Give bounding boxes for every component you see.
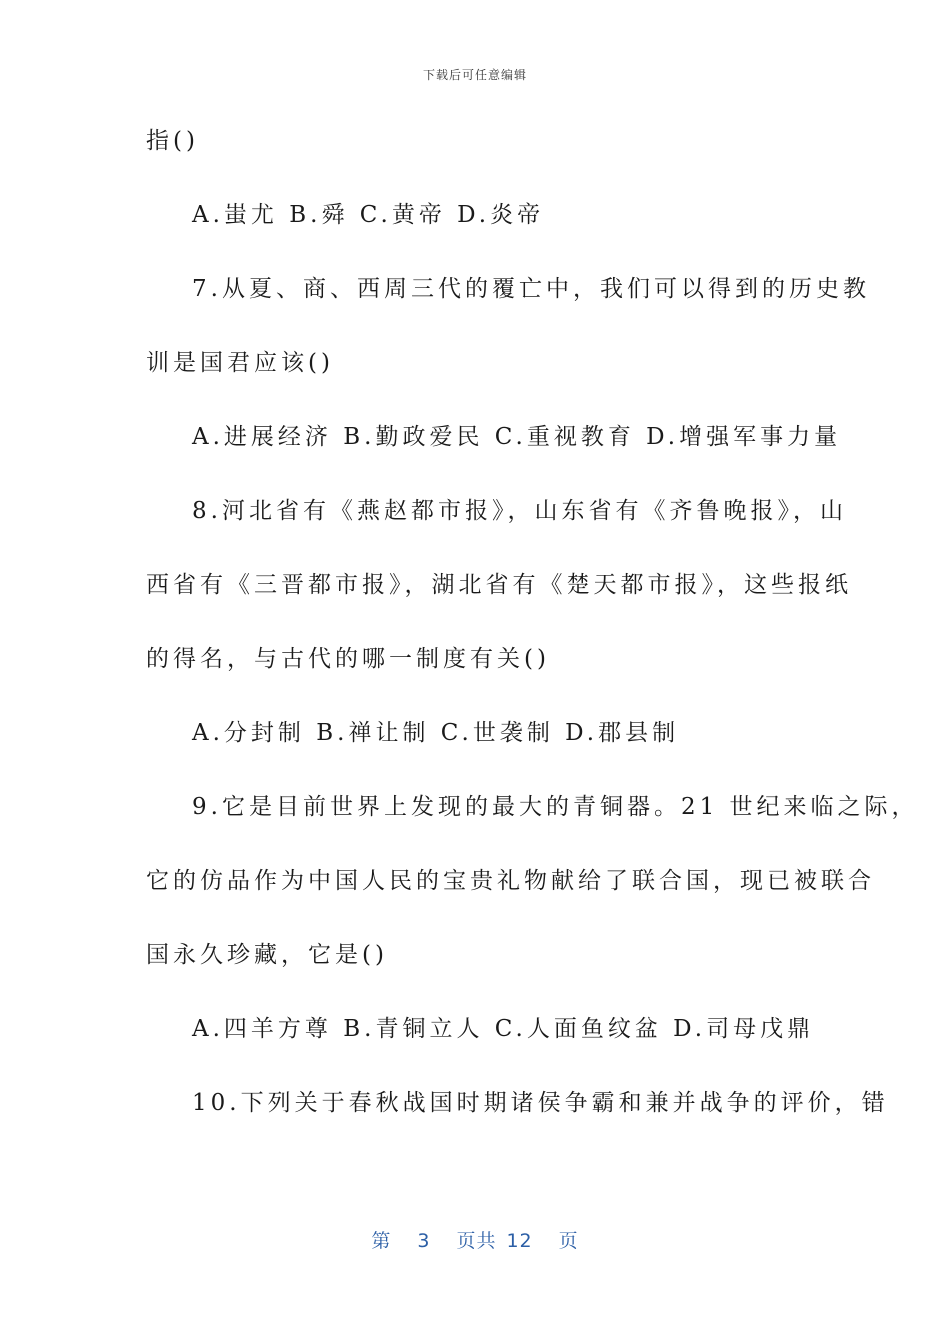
page-footer — [0, 1226, 950, 1253]
question-8-line-2: 西省有《三晋都市报》，湖北省有《楚天都市报》，这些报纸 — [146, 572, 852, 598]
question-8-line-3: 的得名，与古代的哪一制度有关() — [146, 646, 550, 672]
answer-options-q7: A.进展经济 B.勤政爱民 C.重视教育 D.增强军事力量 — [192, 424, 842, 450]
question-8-line-1: 8.河北省有《燕赵都市报》，山东省有《齐鲁晚报》，山 — [192, 498, 847, 524]
total-pages: 12 — [506, 1230, 533, 1252]
footer-middle: 页共 — [456, 1230, 497, 1252]
question-9-line-2: 它的仿品作为中国人民的宝贵礼物献给了联合国，现已被联合 — [146, 868, 875, 894]
question-9-line-3: 国永久珍藏，它是() — [146, 942, 388, 968]
question-9-line-1: 9.它是目前世界上发现的最大的青铜器。21 世纪来临之际， — [192, 794, 919, 820]
question-7-line-1: 7.从夏、商、西周三代的覆亡中，我们可以得到的历史教 — [192, 276, 870, 302]
text-line-continuation: 指() — [146, 128, 199, 154]
question-10-line-1: 10.下列关于春秋战国时期诸侯争霸和兼并战争的评价，错 — [192, 1090, 889, 1116]
answer-options-q8: A.分封制 B.禅让制 C.世袭制 D.郡县制 — [192, 720, 680, 746]
answer-options-q6: A.蚩尤 B.舜 C.黄帝 D.炎帝 — [192, 202, 545, 228]
header-note: 下载后可任意编辑 — [422, 68, 527, 82]
footer-prefix: 第 — [371, 1230, 392, 1252]
footer-suffix: 页 — [558, 1230, 579, 1252]
current-page-number: 3 — [417, 1230, 431, 1252]
answer-options-q9: A.四羊方尊 B.青铜立人 C.人面鱼纹盆 D.司母戊鼎 — [192, 1016, 815, 1042]
question-7-line-2: 训是国君应该() — [146, 350, 334, 376]
